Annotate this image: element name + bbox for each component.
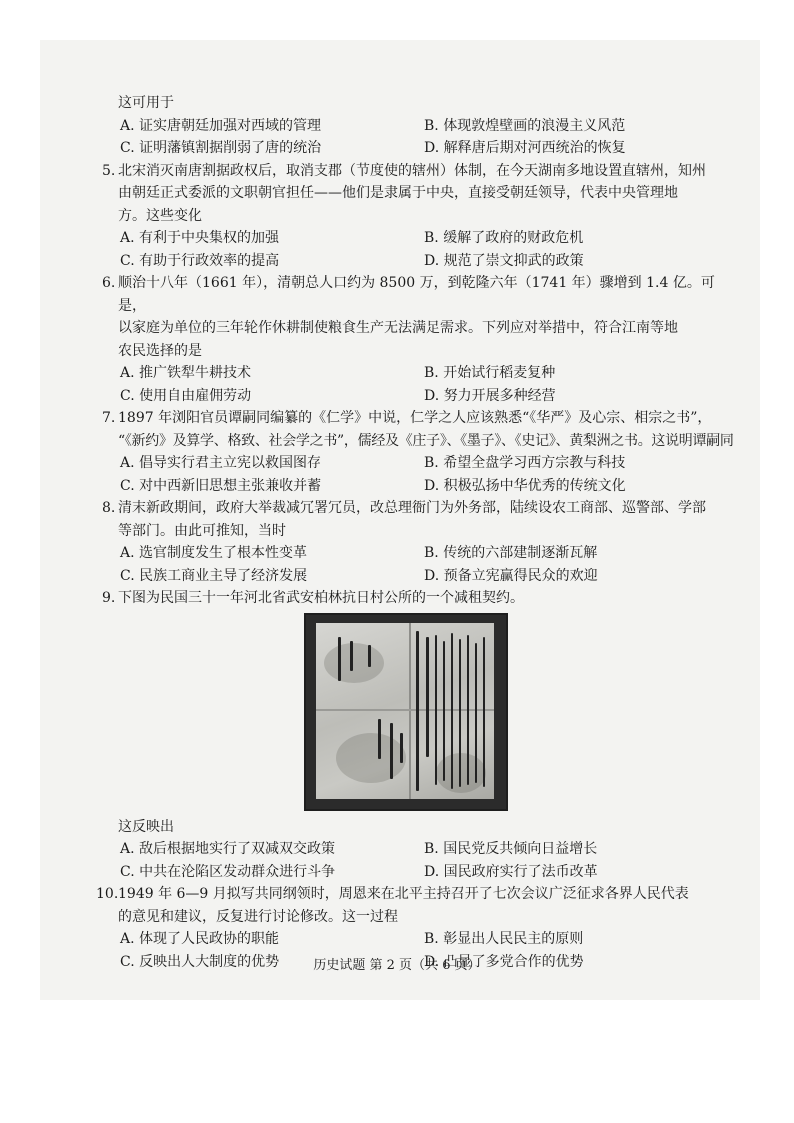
question-4-tail xyxy=(118,92,718,160)
option-d[interactable]: D. 国民政府实行了法币改革 xyxy=(424,863,598,880)
option-a[interactable]: A. 倡导实行君主立宪以救国图存 xyxy=(120,455,322,471)
option-c[interactable]: C. 反映出人大制度的优势 xyxy=(120,953,280,970)
option-c[interactable]: C. 有助于行政效率的提高 xyxy=(120,252,280,269)
exam-content xyxy=(96,92,734,973)
question-stem-line: 顺治十八年（1661 年），清朝总人口约为 8500 万，到乾隆六年（1741 年）骤增到 1.4 亿。可是， xyxy=(118,275,715,314)
question-stem: 这可用于 xyxy=(118,95,174,111)
contract-paper xyxy=(316,623,494,799)
question-number: 8. xyxy=(102,500,116,516)
question-number: 5. xyxy=(102,162,116,179)
options-grid xyxy=(118,227,718,272)
option-b[interactable]: B. 国民党反共倾向日益增长 xyxy=(424,841,598,857)
option-c[interactable]: C. 民族工商业主导了经济发展 xyxy=(120,567,308,584)
question-stem-line: “《新约》及算学、格致、社会学之书”，儒经及《庄子》、《墨子》、《史记》、黄梨洲之书。这说明谭嗣同 xyxy=(118,432,734,449)
question-8 xyxy=(102,497,718,587)
option-a[interactable]: A. 体现了人民政协的职能 xyxy=(120,931,280,947)
option-c[interactable]: C. 中共在沦陷区发动群众进行斗争 xyxy=(120,863,336,880)
question-stem-line: 下图为民国三十一年河北省武安柏林抗日村公所的一个减租契约。 xyxy=(118,590,524,606)
options-grid xyxy=(118,452,718,497)
question-stem-line: 由朝廷正式委派的文职朝官担任——他们是隶属于中央，直接受朝廷领导，代表中央管理地 xyxy=(118,185,678,201)
question-stem-line: 1897 年浏阳官员谭嗣同编纂的《仁学》中说，仁学之人应该熟悉“《华严》及心宗、相宗之书”， xyxy=(118,410,712,426)
question-stem-line: 以家庭为单位的三年轮作休耕制使粮食生产无法满足需求。下列应对举措中，符合江南等地 xyxy=(118,320,678,336)
options-grid xyxy=(118,838,718,883)
options-grid xyxy=(118,115,718,160)
option-a[interactable]: A. 有利于中央集权的加强 xyxy=(120,230,280,246)
option-c[interactable]: C. 使用自由雇佣劳动 xyxy=(120,387,252,404)
option-b[interactable]: B. 彰显出人民民主的原则 xyxy=(424,931,584,947)
option-a[interactable]: A. 敌后根据地实行了双减双交政策 xyxy=(120,841,336,857)
question-stem-line: 方。这些变化 xyxy=(118,207,202,224)
question-stem-line: 北宋消灭南唐割据政权后，取消支郡（节度使的辖州）体制，在今天湖南多地设置直辖州，知州 xyxy=(118,162,706,179)
option-c[interactable]: C. 对中西新旧思想主张兼收并蓄 xyxy=(120,477,322,494)
page-footer: 历史试题 第 2 页（共 6 页） xyxy=(313,958,481,973)
option-b[interactable]: B. 体现敦煌壁画的浪漫主义风范 xyxy=(424,117,626,134)
option-d[interactable]: D. 预备立宪赢得民众的欢迎 xyxy=(424,567,598,584)
question-number: 10. xyxy=(96,886,119,902)
option-a[interactable]: A. 选官制度发生了根本性变革 xyxy=(120,545,308,561)
options-grid xyxy=(118,362,718,407)
option-d[interactable]: D. 凸显了多党合作的优势 xyxy=(424,953,584,970)
question-stem-after-figure: 这反映出 xyxy=(118,818,174,835)
rent-reduction-contract-photo xyxy=(304,613,508,811)
question-9 xyxy=(102,587,718,883)
option-b[interactable]: B. 开始试行稻麦复种 xyxy=(424,365,556,381)
option-a[interactable]: A. 证实唐朝廷加强对西域的管理 xyxy=(120,117,322,134)
option-b[interactable]: B. 希望全盘学习西方宗教与科技 xyxy=(424,455,626,471)
question-number: 6. xyxy=(102,275,116,291)
question-6 xyxy=(102,272,718,407)
option-d[interactable]: D. 规范了崇文抑武的政策 xyxy=(424,252,584,269)
question-5 xyxy=(102,160,718,273)
option-d[interactable]: D. 解释唐后期对河西统治的恢复 xyxy=(424,140,626,156)
option-b[interactable]: B. 传统的六部建制逐渐瓦解 xyxy=(424,545,598,561)
question-stem-line: 1949 年 6—9 月拟写共同纲领时，周恩来在北平主持召开了七次会议广泛征求各界人民代表 xyxy=(118,886,689,902)
question-number: 7. xyxy=(102,410,116,426)
question-stem-line: 的意见和建议，反复进行讨论修改。这一过程 xyxy=(118,908,398,925)
question-7 xyxy=(102,407,734,497)
option-c[interactable]: C. 证明藩镇割据削弱了唐的统治 xyxy=(120,140,322,156)
option-b[interactable]: B. 缓解了政府的财政危机 xyxy=(424,230,584,246)
option-d[interactable]: D. 努力开展多种经营 xyxy=(424,387,556,404)
options-grid xyxy=(118,542,718,587)
question-stem-line: 农民选择的是 xyxy=(118,342,202,359)
figure-container xyxy=(118,613,718,811)
question-number: 9. xyxy=(102,590,116,606)
question-stem-line: 清末新政期间，政府大举裁减冗署冗员，改总理衙门为外务部，陆续设农工商部、巡警部、学部 xyxy=(118,500,706,516)
question-stem-line: 等部门。由此可推知，当时 xyxy=(118,522,286,539)
option-a[interactable]: A. 推广铁犁牛耕技术 xyxy=(120,365,252,381)
option-d[interactable]: D. 积极弘扬中华优秀的传统文化 xyxy=(424,477,626,494)
